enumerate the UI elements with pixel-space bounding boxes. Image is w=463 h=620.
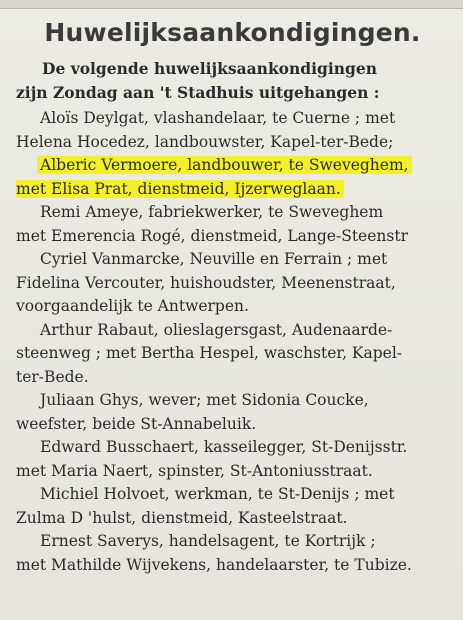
entry-line: Aloïs Deylgat, vlashandelaar, te Cuerne ; met [40,109,396,127]
entry-line: Zulma D 'hulst, dienstmeid, Kasteelstraat. [16,508,348,527]
announcement-entry [16,530,449,577]
entry-line: Michiel Holvoet, werkman, te St-Denijs ; met [40,485,395,503]
entry-line: Juliaan Ghys, wever; met Sidonia Coucke, [40,391,369,409]
announcement-entry [16,248,449,319]
entry-line [16,178,449,202]
announcement-entry [16,201,449,248]
entry-line: Arthur Rabaut, olieslagersgast, Audenaarde- [40,320,393,339]
entry-line: weefster, beide St-Annabeluik. [16,414,257,433]
entry-line: Fidelina Vercouter, huishoudster, Meenenstraat, [16,273,396,292]
announcement-entry [16,483,449,530]
intro-line: De volgende huwelijksaankondigingen [42,59,377,78]
announcement-entry-highlighted [16,154,449,201]
entry-line: steenweg ; met Bertha Hespel, waschster, Kapel- [16,344,403,362]
entry-line: Helena Hocedez, landbouwster, Kapel-ter-Bede; [16,132,394,151]
announcement-entry [16,107,449,154]
highlight-mark: Alberic Vermoere, landbouwer, te Sweveghem, [40,156,409,174]
entry-line: voorgaandelijk te Antwerpen. [16,297,249,315]
announcement-entry [16,319,449,390]
announcement-list [16,107,449,577]
entry-line: met Maria Naert, spinster, St-Antoniusstraat. [16,461,373,480]
entry-line: Remi Ameye, fabriekwerker, te Sweveghem [40,203,384,221]
top-border-strip [0,0,463,9]
entry-line [16,154,449,178]
entry-line: met Mathilde Wijvekens, handelaarster, te Tubize. [16,555,412,574]
entry-line: Cyriel Vanmarcke, Neuville en Ferrain ; met [40,250,388,268]
entry-line: met Emerencia Rogé, dienstmeid, Lange-Steenstr [16,226,408,245]
entry-line: ter-Bede. [16,367,89,386]
article-intro [16,57,449,105]
announcement-entry [16,436,449,483]
intro-line: zijn Zondag aan 't Stadhuis uitgehangen : [16,83,380,102]
highlight-mark: met Elisa Prat, dienstmeid, Ijzerweglaan. [16,179,341,198]
announcement-entry [16,389,449,436]
entry-line: Ernest Saverys, handelsagent, te Kortrijk ; [40,532,376,550]
entry-line: Edward Busschaert, kasseilegger, St-Denijsstr. [40,438,408,456]
article-title: Huwelijksaankondigingen. [44,18,421,47]
